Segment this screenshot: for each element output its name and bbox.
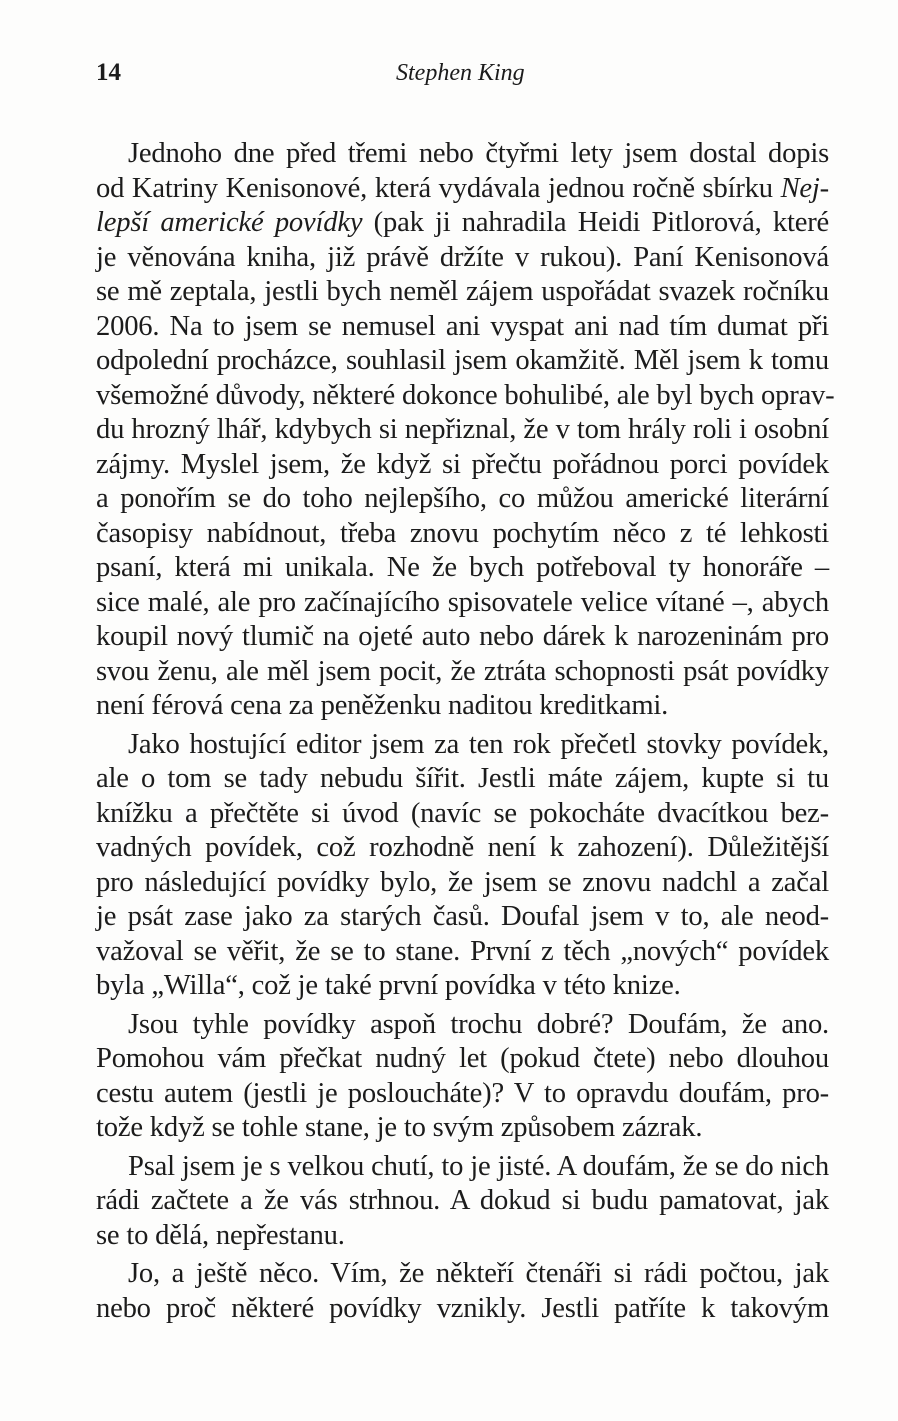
- paragraph-2: [96, 728, 829, 1004]
- paragraph-1: [96, 137, 835, 724]
- text-line: se mě zeptala, jestli bych neměl zájem uspořádat svazek ročníku: [96, 276, 829, 307]
- text-fragment: od Katriny Kenisonové, která vydávala jednou ročně sbírku: [96, 172, 773, 204]
- body-text: [96, 137, 835, 1326]
- text-line: pro následující povídky bylo, že jsem se znovu nadchl a začal: [96, 866, 829, 898]
- text-line: všemožné důvody, některé dokonce bohulibé, ale byl bych oprav-: [96, 379, 835, 411]
- text-line: je věnována kniha, již právě držíte v rukou). Paní Kenisonová: [96, 241, 829, 273]
- text-line: cestu autem (jestli je posloucháte)? V to opravdu doufám, pro-: [96, 1077, 829, 1109]
- text-line: tože když se tohle stane, je to svým způsobem zázrak.: [96, 1112, 703, 1143]
- paragraph-3: [96, 1008, 829, 1146]
- text-line: koupil nový tlumič na ojeté auto nebo dárek k narozeninám pro: [96, 621, 829, 652]
- text-line: važoval se věřit, že se to stane. První z těch „nových“ povídek: [96, 935, 829, 967]
- text-line: Pomohou vám přečkat nudný let (pokud čtete) nebo dlouhou: [96, 1043, 829, 1074]
- text-line: není férová cena za peněženku naditou kreditkami.: [96, 690, 669, 721]
- page-header: [96, 56, 831, 96]
- text-line: se to dělá, nepřestanu.: [96, 1219, 345, 1251]
- running-head-author: Stephen King: [396, 60, 525, 86]
- text-line: nebo proč některé povídky vznikly. Jestli patříte k takovým: [96, 1292, 829, 1324]
- text-line: časopisy nabídnout, třeba znovu pochytím něco z té lehkosti: [96, 517, 829, 549]
- text-line: Jednoho dne před třemi nebo čtyřmi lety jsem dostal dopis: [128, 138, 829, 169]
- text-line: psaní, která mi unikala. Ne že bych potřeboval ty honoráře –: [96, 552, 829, 583]
- text-line: du hrozný lhář, kdybych si nepřiznal, že v tom hrály roli i osobní: [96, 414, 829, 445]
- text-line: rádi začtete a že vás strhnou. A dokud si budu pamatovat, jak: [96, 1185, 829, 1216]
- paragraph-4: [96, 1150, 829, 1254]
- text-line: [96, 206, 829, 241]
- text-line: zájmy. Myslel jsem, že když si přečtu pořádnou porci povídek: [96, 448, 829, 480]
- text-line: Jsou tyhle povídky aspoň trochu dobré? Doufám, že ano.: [128, 1008, 829, 1040]
- italic-book-title-part: lepší americké povídky: [96, 207, 363, 238]
- paragraph-5: [96, 1257, 829, 1326]
- text-line: svou ženu, ale měl jsem pocit, že ztráta schopnosti psát povídky: [96, 655, 829, 687]
- page-number: 14: [96, 59, 121, 86]
- text-line: Jako hostující editor jsem za ten rok přečetl stovky povídek,: [128, 728, 829, 760]
- text-line: je psát zase jako za starých časů. Doufal jsem v to, ale neod-: [96, 901, 829, 932]
- text-line: a ponořím se do toho nejlepšího, co můžou americké literární: [96, 483, 829, 514]
- text-fragment: (pak ji nahradila Heidi Pitlorová, které: [362, 207, 830, 238]
- text-line: [96, 172, 829, 207]
- italic-book-title-part: Nej-: [780, 172, 829, 204]
- text-line: ale o tom se tady nebudu šířit. Jestli máte zájem, kupte si tu: [96, 763, 829, 794]
- text-line: Jo, a ještě něco. Vím, že někteří čtenáři si rádi počtou, jak: [128, 1258, 829, 1289]
- text-line: knížku a přečtěte si úvod (navíc se pokocháte dvacítkou bez-: [96, 797, 829, 829]
- text-line: vadných povídek, což rozhodně není k zahození). Důležitější: [96, 832, 829, 863]
- text-line: Psal jsem je s velkou chutí, to je jisté. A doufám, že se do nich: [128, 1150, 829, 1182]
- text-line: byla „Willa“, což je také první povídka v této knize.: [96, 970, 681, 1001]
- text-line: 2006. Na to jsem se nemusel ani vyspat ani nad tím dumat při: [96, 310, 829, 342]
- text-line: odpolední procházce, souhlasil jsem okamžitě. Měl jsem k tomu: [96, 345, 829, 376]
- text-line: sice malé, ale pro začínajícího spisovatele velice vítané –, abych: [96, 586, 829, 618]
